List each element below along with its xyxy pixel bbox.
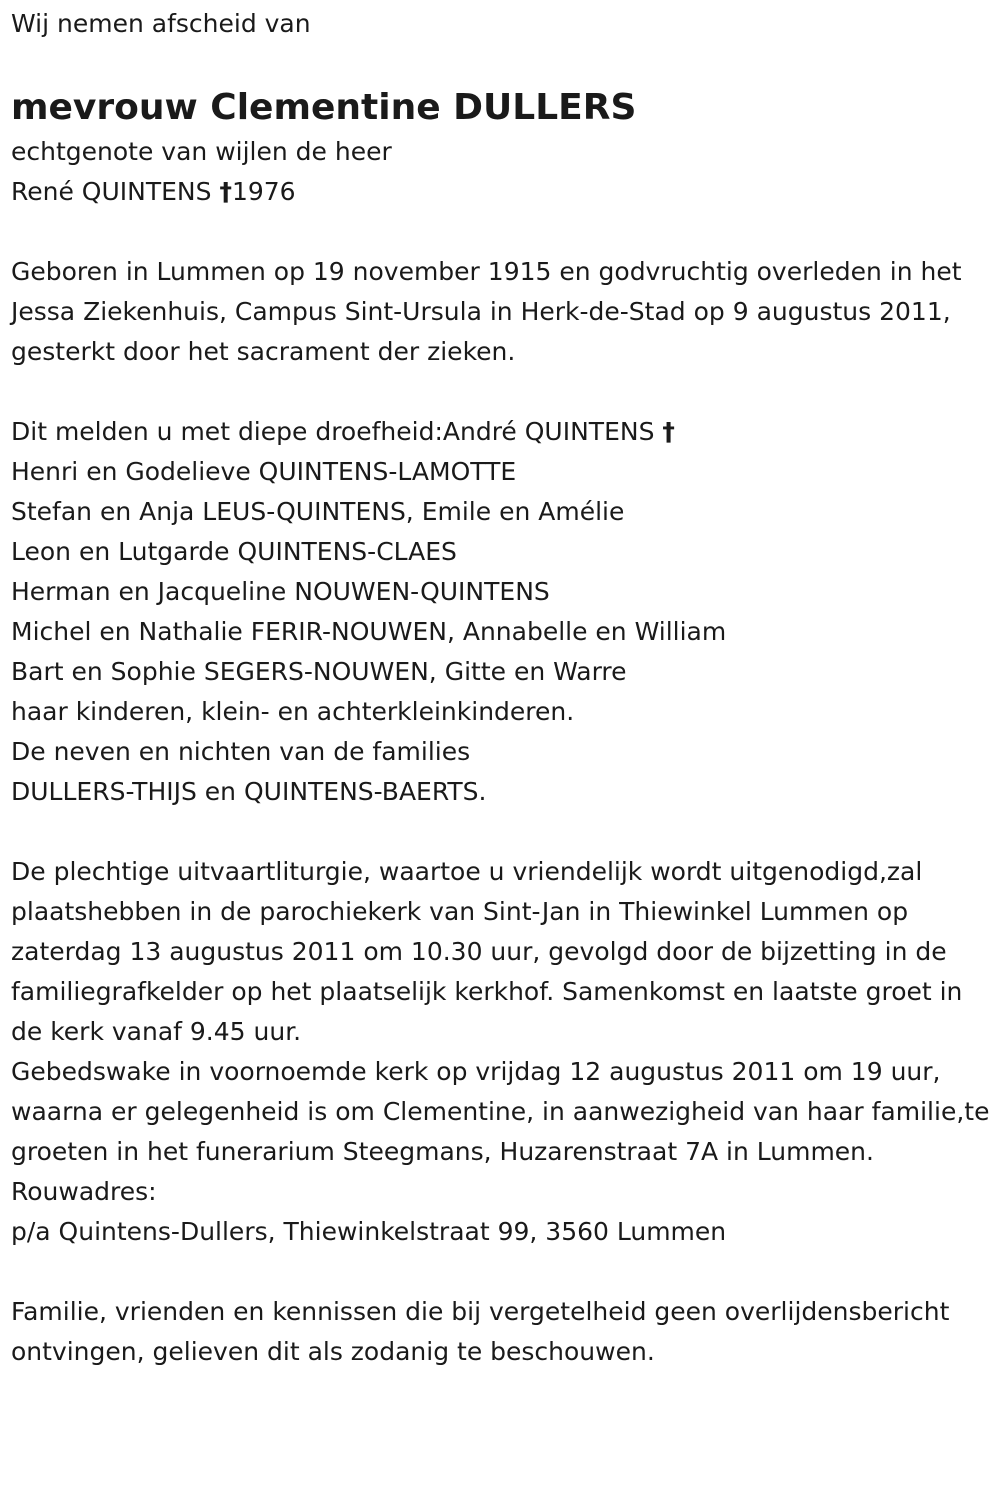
- spouse-line: [11, 172, 1000, 212]
- address-label: Rouwadres:: [11, 1177, 157, 1206]
- deceased-name: mevrouw Clementine DULLERS: [11, 87, 637, 128]
- family-line: De neven en nichten van de families: [11, 737, 471, 766]
- family-line: Leon en Lutgarde QUINTENS-CLAES: [11, 537, 457, 566]
- intro-text: Wij nemen afscheid van: [11, 9, 311, 38]
- address-value: p/a Quintens-Dullers, Thiewinkelstraat 99, 3560 Lummen: [11, 1217, 727, 1246]
- spacer: [11, 44, 1000, 84]
- family-list: [11, 412, 1000, 812]
- cross-icon: †: [662, 417, 675, 446]
- family-first-line: [11, 412, 1000, 452]
- family-line: Henri en Godelieve QUINTENS-LAMOTTE: [11, 457, 517, 486]
- spouse-death-year: 1976: [231, 177, 296, 206]
- spouse-relation: echtgenote van wijlen de heer: [11, 137, 392, 166]
- cross-icon: †: [219, 177, 232, 206]
- family-announcement: Dit melden u met diepe droefheid:André QUINTENS: [11, 417, 655, 446]
- funeral-liturgy-paragraph: De plechtige uitvaartliturgie, waartoe u vriendelijk wordt uitgenodigd,zal plaatshebben in de parochiekerk van Sint-Jan in Thiewinkel Lummen op zaterdag 13 augustus 2011 om 10.30 uur, gevolgd door de bijzetting in de familiegrafkelder op het plaatselijk kerkhof. Samenkomst en laatste groet in de kerk vanaf 9.45 uur.: [11, 857, 963, 1046]
- birth-death-paragraph: Geboren in Lummen op 19 november 1915 en godvruchtig overleden in het Jessa Ziekenhuis, Campus Sint-Ursula in Herk-de-Stad op 9 augustus 2011, gesterkt door het sacrament der zieken.: [11, 257, 962, 366]
- family-line: DULLERS-THIJS en QUINTENS-BAERTS.: [11, 777, 487, 806]
- family-line: Bart en Sophie SEGERS-NOUWEN, Gitte en Warre: [11, 657, 627, 686]
- family-line: haar kinderen, klein- en achterkleinkinderen.: [11, 697, 575, 726]
- family-line: Michel en Nathalie FERIR-NOUWEN, Annabelle en William: [11, 617, 727, 646]
- family-line: Stefan en Anja LEUS-QUINTENS, Emile en Amélie: [11, 497, 625, 526]
- spouse-name: René QUINTENS: [11, 177, 212, 206]
- closing-paragraph: Familie, vrienden en kennissen die bij vergetelheid geen overlijdensbericht ontvingen, gelieven dit als zodanig te beschouwen.: [11, 1297, 950, 1366]
- family-line: Herman en Jacqueline NOUWEN-QUINTENS: [11, 577, 550, 606]
- wake-paragraph: Gebedswake in voornoemde kerk op vrijdag 12 augustus 2011 om 19 uur, waarna er gelegenheid is om Clementine, in aanwezigheid van haar familie,te groeten in het funerarium Steegmans, Huzarenstraat 7A in Lummen.: [11, 1057, 990, 1166]
